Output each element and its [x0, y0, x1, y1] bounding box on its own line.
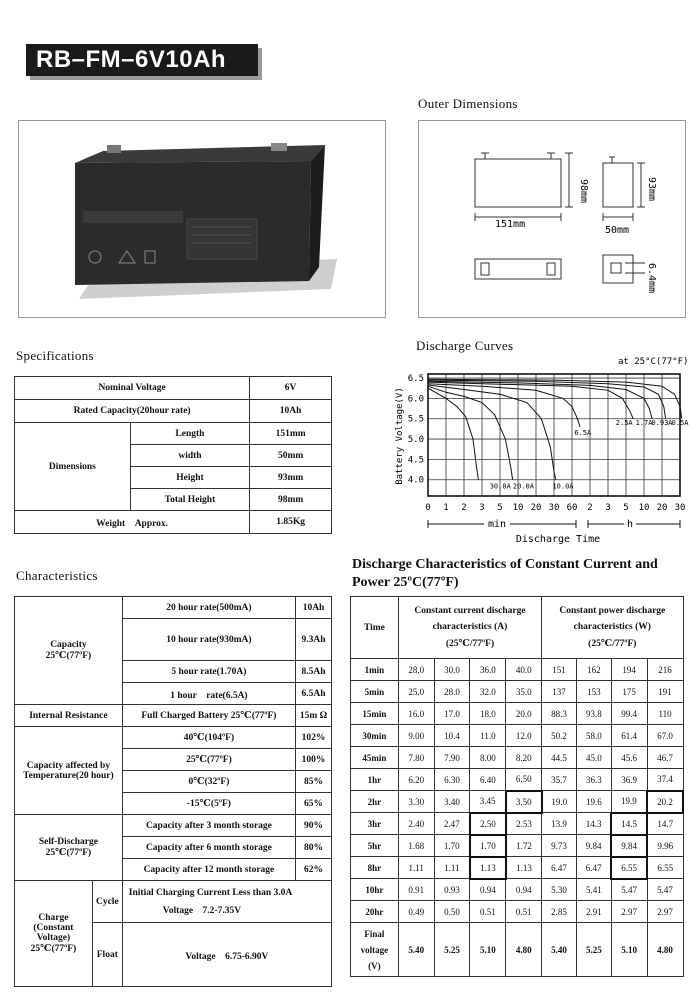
dimensions-drawing-frame: [418, 120, 686, 318]
length-label: Length: [130, 423, 250, 445]
value-cell: 1.11: [434, 857, 470, 879]
value-cell: 67.0: [647, 725, 683, 747]
time-cell: 5min: [351, 681, 399, 703]
value-cell: 35.0: [506, 681, 542, 703]
chart-series-label: 20.0A: [512, 482, 534, 491]
self-discharge-row-value: 90%: [296, 815, 332, 837]
value-cell: 20.0: [506, 703, 542, 725]
characteristics-table: [14, 596, 332, 987]
total-height-label: Total Height: [130, 489, 250, 511]
value-cell: 1.13: [506, 857, 542, 879]
chart-series-label: 2.5A: [615, 418, 633, 427]
value-cell: 194: [611, 659, 647, 681]
value-cell: 6.40: [470, 769, 506, 791]
table-row: [351, 747, 684, 769]
value-cell: 93.8: [576, 703, 611, 725]
value-cell: 16.0: [398, 703, 434, 725]
chart-series-line: [428, 382, 633, 419]
time-cell: 30min: [351, 725, 399, 747]
width-value: 50mm: [250, 445, 332, 467]
value-cell: 14.7: [647, 813, 683, 835]
capacity-row-value: 9.3Ah: [296, 619, 332, 661]
final-voltage-label: [351, 923, 399, 977]
final-voltage-line2: voltage: [360, 944, 389, 955]
battery-photo-frame: [18, 120, 386, 318]
value-cell: 0.93: [434, 879, 470, 901]
value-cell: 45.6: [611, 747, 647, 769]
value-cell: 1.13: [470, 857, 506, 879]
charge-label-line1: Charge: [38, 913, 69, 923]
length-dimension: 151mm: [495, 219, 526, 230]
chart-series-line: [428, 381, 652, 418]
chart-y-axis-label: Battery Voltage(V): [395, 387, 405, 485]
weight-value: 1.85Kg: [250, 511, 332, 534]
value-cell: 153: [576, 681, 611, 703]
value-cell: 8.20: [506, 747, 542, 769]
chart-x-tick: 5: [623, 503, 629, 513]
value-cell: 1.70: [434, 835, 470, 857]
value-cell: 36.9: [611, 769, 647, 791]
time-cell: 3hr: [351, 813, 399, 835]
time-cell: 15min: [351, 703, 399, 725]
value-cell: 36.3: [576, 769, 611, 791]
capacity-label: Capacity: [50, 640, 87, 650]
value-cell: 0.49: [398, 901, 434, 923]
current-header-line3: (25℃/77ºF): [445, 639, 495, 649]
value-cell: 137: [542, 681, 577, 703]
value-cell: 9.00: [398, 725, 434, 747]
value-cell: 2.53: [506, 813, 542, 835]
value-cell: 2.91: [576, 901, 611, 923]
value-cell: 17.0: [434, 703, 470, 725]
value-cell: 11.0: [470, 725, 506, 747]
nominal-voltage-label: Nominal Voltage: [15, 377, 250, 400]
battery-photo: [19, 121, 385, 317]
internal-resistance-condition: Full Charged Battery 25℃(77ºF): [122, 705, 295, 727]
value-cell: 25.0: [398, 681, 434, 703]
chart-x-tick: 5: [497, 503, 503, 513]
value-cell: 6.20: [398, 769, 434, 791]
value-cell: 8.00: [470, 747, 506, 769]
value-cell: 36.0: [470, 659, 506, 681]
self-discharge-row-value: 62%: [296, 859, 332, 881]
container-height-dimension: 93mm: [646, 177, 657, 202]
value-cell: 7.80: [398, 747, 434, 769]
time-cell: 10hr: [351, 879, 399, 901]
value-cell: 6.47: [576, 857, 611, 879]
table-row: [351, 725, 684, 747]
charge-label-line2: (Constant: [33, 923, 74, 933]
chart-x-tick: 10: [638, 503, 650, 513]
value-cell: 0.51: [470, 901, 506, 923]
capacity-row-label: 10 hour rate(930mA): [122, 619, 295, 661]
terminal-dimension: 6.4mm: [646, 263, 657, 294]
specifications-table: [14, 376, 332, 534]
value-cell: 61.4: [611, 725, 647, 747]
capacity-label-cell: [15, 597, 123, 705]
final-voltage-line3: (V): [368, 960, 381, 971]
temperature-label-line2: Temperature(20 hour): [23, 770, 114, 781]
chart-x-tick: 3: [605, 503, 611, 513]
table-row: [351, 659, 684, 681]
temperature-row-label: 40℃(104ºF): [122, 727, 295, 749]
charge-temp: 25℃(77ºF): [30, 944, 77, 954]
value-cell: 19.9: [611, 791, 647, 813]
final-voltage-line1: Final: [364, 928, 385, 939]
chart-series-label: 1.7A: [635, 418, 653, 427]
product-title: RB–FM–6V10Ah: [26, 44, 258, 76]
cycle-current: Initial Charging Current Less than 3.0A: [128, 887, 293, 898]
final-voltage-cell: 5.25: [434, 923, 470, 977]
value-cell: 3.30: [398, 791, 434, 813]
value-cell: 2.97: [647, 901, 683, 923]
value-cell: 88.3: [542, 703, 577, 725]
value-cell: 46.7: [647, 747, 683, 769]
value-cell: 99.4: [611, 703, 647, 725]
temperature-row-value: 65%: [296, 793, 332, 815]
value-cell: 6.30: [434, 769, 470, 791]
chart-x-tick: 2: [461, 503, 467, 513]
value-cell: 6.47: [542, 857, 577, 879]
time-header: Time: [351, 597, 399, 659]
value-cell: 5.47: [611, 879, 647, 901]
value-cell: 58.0: [576, 725, 611, 747]
value-cell: 216: [647, 659, 683, 681]
chart-x-tick: 3: [479, 503, 485, 513]
value-cell: 6.55: [647, 857, 683, 879]
chart-series-label: 6.5A: [574, 429, 592, 437]
table-row: [351, 813, 684, 835]
value-cell: 7.90: [434, 747, 470, 769]
value-cell: 1.68: [398, 835, 434, 857]
value-cell: 30.0: [434, 659, 470, 681]
cycle-voltage: Voltage 7.2-7.35V: [162, 905, 242, 916]
time-cell: 45min: [351, 747, 399, 769]
table-row: [351, 769, 684, 791]
value-cell: 1.70: [470, 835, 506, 857]
value-cell: 19.0: [542, 791, 577, 813]
value-cell: 18.0: [470, 703, 506, 725]
value-cell: 5.41: [576, 879, 611, 901]
chart-series-line: [428, 388, 478, 480]
temperature-row-label: -15℃(5ºF): [122, 793, 295, 815]
value-cell: 1.11: [398, 857, 434, 879]
value-cell: 9.73: [542, 835, 577, 857]
chart-x-tick: 20: [656, 503, 668, 513]
self-discharge-row-label: Capacity after 3 month storage: [122, 815, 295, 837]
final-voltage-cell: 4.80: [506, 923, 542, 977]
discharge-curves-heading: Discharge Curves: [416, 338, 514, 353]
outer-dimensions-heading: Outer Dimensions: [418, 96, 518, 111]
chart-y-tick: 5.0: [407, 435, 424, 446]
power-header: [542, 597, 683, 659]
table-row: [351, 703, 684, 725]
discharge-characteristics-table: [350, 596, 684, 977]
chart-y-tick: 4.0: [407, 475, 424, 486]
value-cell: 0.94: [506, 879, 542, 901]
value-cell: 9.84: [576, 835, 611, 857]
x-unit-min: min: [487, 519, 507, 530]
value-cell: 2.97: [611, 901, 647, 923]
final-voltage-cell: 5.25: [576, 923, 611, 977]
value-cell: 14.3: [576, 813, 611, 835]
chart-y-tick: 5.5: [407, 414, 424, 425]
chart-y-tick: 6.0: [407, 394, 424, 405]
self-discharge-label: Self-Discharge: [38, 837, 98, 847]
capacity-row-value: 6.5Ah: [296, 683, 332, 705]
x-unit-h: h: [626, 519, 634, 530]
table-row: [351, 681, 684, 703]
temperature-row-value: 100%: [296, 749, 332, 771]
cycle-label: Cycle: [92, 881, 122, 923]
value-cell: 44.5: [542, 747, 577, 769]
chart-x-tick: 10: [512, 503, 524, 513]
charge-label-line3: Voltage): [36, 933, 71, 943]
value-cell: 191: [647, 681, 683, 703]
dimensions-label: Dimensions: [15, 423, 131, 511]
value-cell: 40.0: [506, 659, 542, 681]
float-label: Float: [92, 923, 122, 987]
chart-series-label: 10.0A: [552, 482, 574, 491]
value-cell: 2.85: [542, 901, 577, 923]
chart-x-tick: 20: [530, 503, 542, 513]
value-cell: 32.0: [470, 681, 506, 703]
final-voltage-cell: 5.40: [542, 923, 577, 977]
self-discharge-row-label: Capacity after 12 month storage: [122, 859, 295, 881]
current-header-line1: Constant current discharge: [414, 606, 526, 616]
table-row: [351, 879, 684, 901]
temperature-row-value: 102%: [296, 727, 332, 749]
current-header-line2: characteristics (A): [432, 622, 508, 632]
temperature-row-label: 0℃(32ºF): [122, 771, 295, 793]
rated-capacity-value: 10Ah: [250, 400, 332, 423]
chart-x-axis-label: Discharge Time: [515, 534, 601, 545]
capacity-row-label: 1 hour rate(6.5A): [122, 683, 295, 705]
temperature-row-label: 25℃(77ºF): [122, 749, 295, 771]
table-row: [351, 901, 684, 923]
value-cell: 28.0: [434, 681, 470, 703]
chart-x-tick: 60: [566, 503, 578, 513]
final-voltage-cell: 5.10: [611, 923, 647, 977]
chart-series-label: 30.0A: [489, 482, 511, 491]
characteristics-heading: Characteristics: [16, 568, 98, 583]
capacity-row-label: 20 hour rate(500mA): [122, 597, 295, 619]
final-voltage-cell: 4.80: [647, 923, 683, 977]
value-cell: 2.40: [398, 813, 434, 835]
table-row: [351, 791, 684, 813]
table-row: [351, 857, 684, 879]
chart-title: at 25°C(77°F): [618, 357, 689, 367]
chart-y-tick: 4.5: [407, 455, 424, 466]
value-cell: 5.30: [542, 879, 577, 901]
self-discharge-temp: 25℃(77ºF): [45, 848, 92, 858]
value-cell: 110: [647, 703, 683, 725]
self-discharge-row-label: Capacity after 6 month storage: [122, 837, 295, 859]
temperature-label-line1: Capacity affected by: [26, 760, 111, 771]
time-cell: 20hr: [351, 901, 399, 923]
value-cell: 1.72: [506, 835, 542, 857]
chart-series-label: 0.93A: [651, 418, 673, 427]
chart-x-tick: 30: [548, 503, 560, 513]
capacity-row-label: 5 hour rate(1.70A): [122, 661, 295, 683]
chart-x-tick: 0: [425, 503, 431, 513]
chart-series-line: [428, 384, 580, 427]
nominal-voltage-value: 6V: [250, 377, 332, 400]
value-cell: 0.91: [398, 879, 434, 901]
internal-resistance-label: Internal Resistance: [15, 705, 123, 727]
chart-x-tick: 2: [587, 503, 593, 513]
value-cell: 5.47: [647, 879, 683, 901]
value-cell: 3.45: [470, 791, 506, 813]
value-cell: 9.84: [611, 835, 647, 857]
width-label: width: [130, 445, 250, 467]
height-label: Height: [130, 467, 250, 489]
internal-resistance-value: 15m Ω: [296, 705, 332, 727]
time-cell: 1min: [351, 659, 399, 681]
value-cell: 28.0: [398, 659, 434, 681]
capacity-row-value: 8.5Ah: [296, 661, 332, 683]
height-value: 93mm: [250, 467, 332, 489]
power-header-line1: Constant power discharge: [559, 606, 666, 616]
value-cell: 0.51: [506, 901, 542, 923]
discharge-curves-chart: [392, 352, 692, 548]
self-discharge-row-value: 80%: [296, 837, 332, 859]
value-cell: 162: [576, 659, 611, 681]
discharge-characteristics-heading: Discharge Characteristics of Constant Current and Power 25ºC(77ºF): [352, 557, 658, 590]
time-cell: 1hr: [351, 769, 399, 791]
height-dimension: 98mm: [578, 179, 589, 204]
charge-label-cell: [15, 881, 93, 987]
temperature-row-value: 85%: [296, 771, 332, 793]
time-cell: 5hr: [351, 835, 399, 857]
value-cell: 19.6: [576, 791, 611, 813]
final-voltage-cell: 5.10: [470, 923, 506, 977]
power-header-line2: characteristics (W): [573, 622, 651, 632]
value-cell: 2.47: [434, 813, 470, 835]
value-cell: 37.4: [647, 769, 683, 791]
length-value: 151mm: [250, 423, 332, 445]
rated-capacity-label: Rated Capacity(20hour rate): [15, 400, 250, 423]
value-cell: 35.7: [542, 769, 577, 791]
value-cell: 13.9: [542, 813, 577, 835]
value-cell: 0.94: [470, 879, 506, 901]
time-cell: 2hr: [351, 791, 399, 813]
specifications-heading: Specifications: [16, 348, 94, 363]
weight-label: Weight Approx.: [15, 511, 250, 534]
time-cell: 8hr: [351, 857, 399, 879]
capacity-row-value: 10Ah: [296, 597, 332, 619]
chart-x-tick: 30: [674, 503, 686, 513]
table-row: [351, 835, 684, 857]
capacity-temp: 25℃(77ºF): [45, 651, 92, 661]
self-discharge-label-cell: [15, 815, 123, 881]
chart-y-tick: 6.5: [407, 374, 424, 385]
value-cell: 12.0: [506, 725, 542, 747]
width-dimension: 50mm: [605, 225, 630, 236]
value-cell: 9.96: [647, 835, 683, 857]
value-cell: 175: [611, 681, 647, 703]
cycle-cell: [122, 881, 331, 923]
value-cell: 0.50: [434, 901, 470, 923]
final-voltage-cell: 5.40: [398, 923, 434, 977]
dimensions-drawing: [419, 121, 685, 317]
value-cell: 151: [542, 659, 577, 681]
power-header-line3: (25℃/77ºF): [588, 639, 637, 649]
value-cell: 14.5: [611, 813, 647, 835]
total-height-value: 98mm: [250, 489, 332, 511]
value-cell: 6.55: [611, 857, 647, 879]
value-cell: 10.4: [434, 725, 470, 747]
chart-series-label: 0.5A: [671, 418, 689, 427]
current-header: [398, 597, 541, 659]
value-cell: 50.2: [542, 725, 577, 747]
value-cell: 2.50: [470, 813, 506, 835]
value-cell: 20.2: [647, 791, 683, 813]
value-cell: 3.40: [434, 791, 470, 813]
value-cell: 3.50: [506, 791, 542, 813]
temperature-label-cell: [15, 727, 123, 815]
chart-x-tick: 1: [443, 503, 449, 513]
value-cell: 6.50: [506, 769, 542, 791]
float-voltage: Voltage 6.75-6.90V: [122, 923, 331, 987]
value-cell: 45.0: [576, 747, 611, 769]
